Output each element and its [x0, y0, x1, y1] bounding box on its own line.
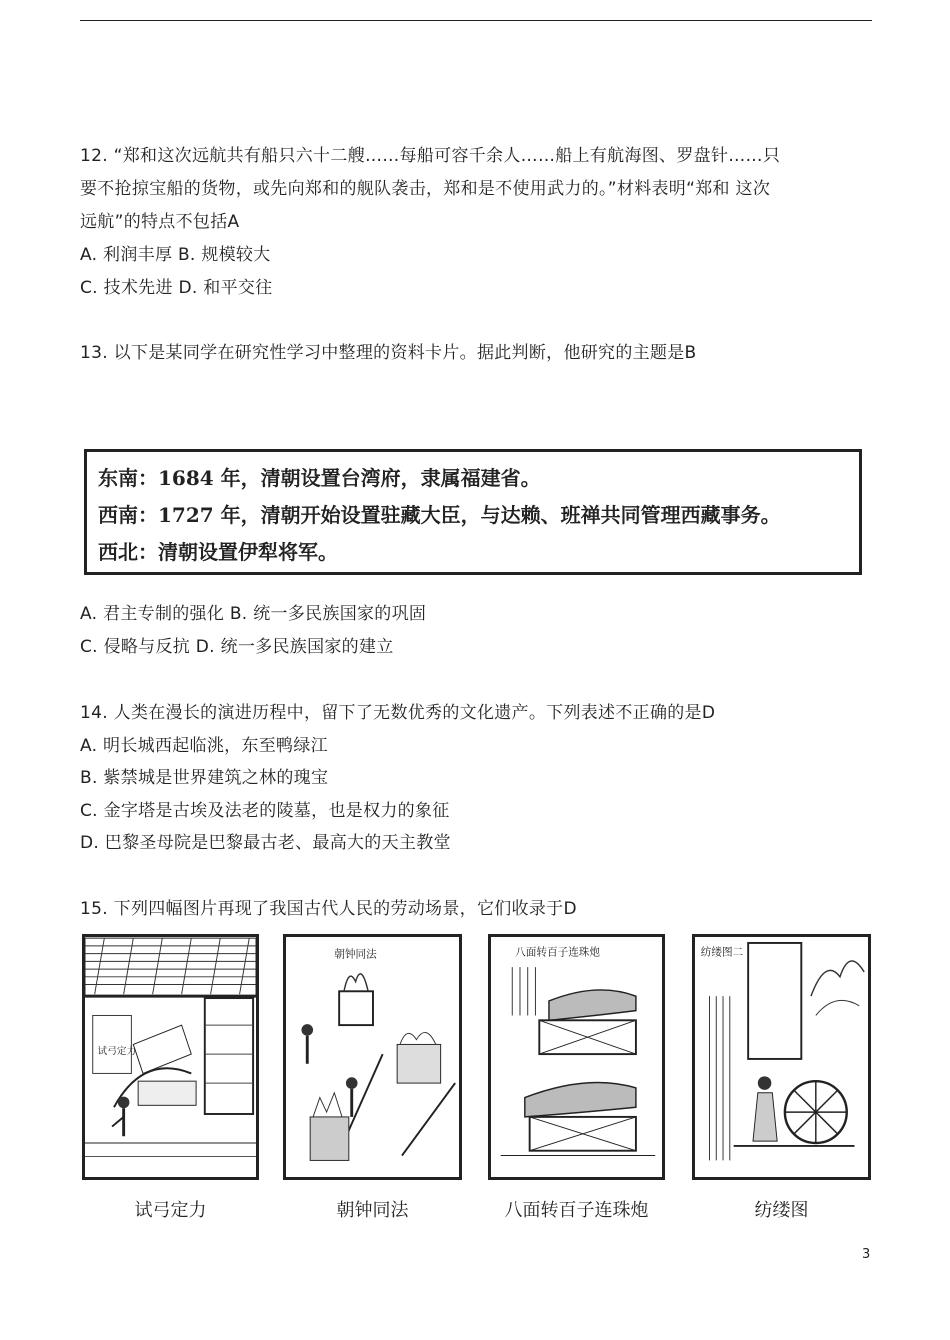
q14-option-b: B. 紫禁城是世界建筑之林的瑰宝: [80, 768, 329, 788]
q13-material-card: [84, 449, 862, 575]
q14-option-a: A. 明长城西起临洮，东至鸭绿江: [80, 736, 328, 756]
caption-bow-testing: 试弓定力: [134, 1200, 207, 1221]
picture-spinning: [692, 934, 871, 1180]
q13-options-ab: A. 君主专制的强化 B. 统一多民族国家的巩固: [80, 604, 427, 624]
q14-option-c: C. 金字塔是古埃及法老的陵墓，也是权力的象征: [80, 801, 450, 821]
q13-options-cd: C. 侵略与反抗 D. 统一多民族国家的建立: [80, 637, 394, 657]
q12-stem-line1: 12. “郑和这次远航共有船只六十二艘……每船可容千余人……船上有航海图、罗盘针……只: [80, 146, 781, 166]
card-line-southeast: 东南：1684 年，清朝设置台湾府，隶属福建省。: [98, 466, 541, 490]
caption-cannon: 八面转百子连珠炮: [504, 1200, 649, 1221]
picture-3-inner-title: 八面转百子连珠炮: [515, 945, 601, 959]
q12-options-cd: C. 技术先进 D. 和平交往: [80, 278, 273, 298]
picture-1-inner-title: 试弓定力: [97, 1046, 137, 1058]
q15-stem: 15. 下列四幅图片再现了我国古代人民的劳动场景，它们收录于D: [80, 899, 577, 919]
page-number: 3: [862, 1247, 871, 1262]
card-line-northwest: 西北：清朝设置伊犁将军。: [98, 540, 338, 564]
caption-bell-casting: 朝钟同法: [336, 1200, 409, 1221]
header-rule: [80, 20, 872, 21]
bow-testing-illustration-icon: [85, 937, 256, 1177]
q12-options-ab: A. 利润丰厚 B. 规模较大: [80, 245, 271, 265]
q14-option-d: D. 巴黎圣母院是巴黎最古老、最高大的天主教堂: [80, 833, 451, 853]
bell-casting-illustration-icon: [286, 937, 459, 1177]
caption-spinning: 纺缕图: [754, 1200, 809, 1221]
picture-4-inner-title: 纺缕图二: [700, 945, 744, 959]
q12-stem-line3: 远航”的特点不包括A: [80, 212, 240, 232]
picture-bow-testing: [82, 934, 259, 1180]
spinning-wheel-illustration-icon: [695, 937, 868, 1177]
card-line-southwest: 西南：1727 年，清朝开始设置驻藏大臣，与达赖、班禅共同管理西藏事务。: [98, 503, 781, 527]
picture-cannon: [488, 934, 665, 1180]
cannon-illustration-icon: [491, 937, 662, 1177]
q14-stem: 14. 人类在漫长的演进历程中，留下了无数优秀的文化遗产。下列表述不正确的是D: [80, 703, 716, 723]
q12-stem-line2: 要不抢掠宝船的货物，或先向郑和的舰队袭击，郑和是不使用武力的。”材料表明“郑和 这次: [80, 179, 771, 199]
picture-2-inner-title: 朝钟同法: [334, 947, 377, 961]
q13-stem: 13. 以下是某同学在研究性学习中整理的资料卡片。据此判断，他研究的主题是B: [80, 343, 697, 363]
picture-bell-casting: [283, 934, 462, 1180]
